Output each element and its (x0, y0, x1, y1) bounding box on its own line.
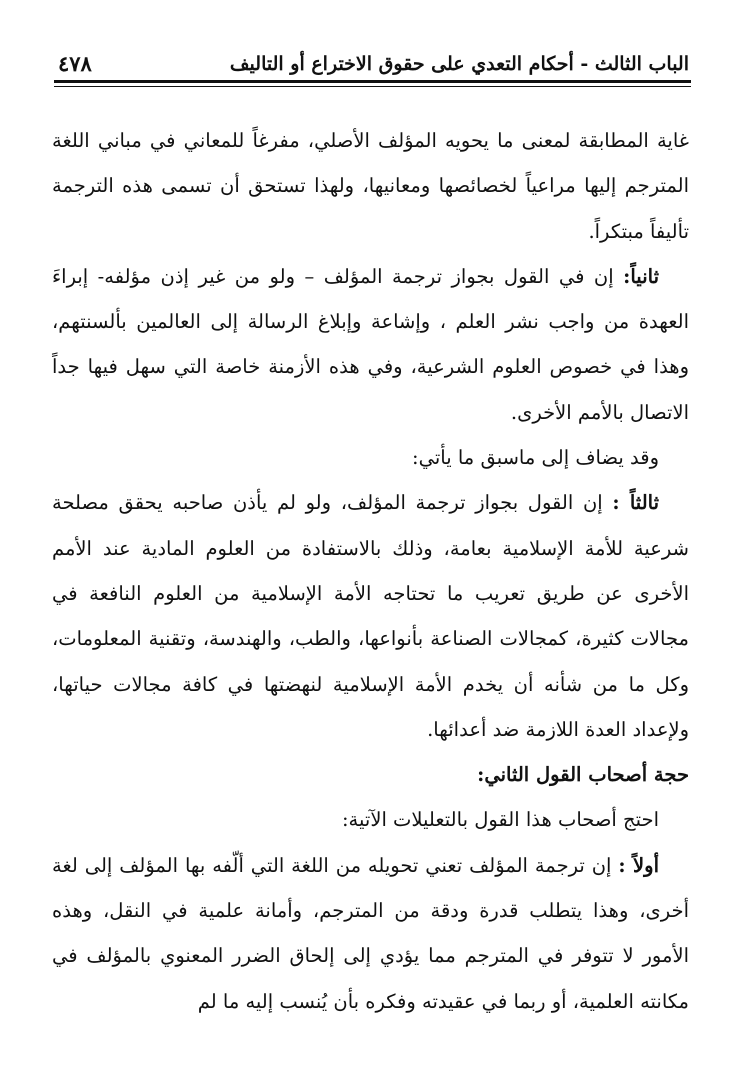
section-heading: حجة أصحاب القول الثاني: (477, 763, 689, 787)
paragraph-6-text: إن ترجمة المؤلف تعني تحويله من اللغة التي ألّفه بها المؤلف إلى لغة أخرى، وهذا يتطلب قدرة ودقة من المترجم، وأمانة علمية في النقل، وهذه الأمور لا تتوفر في المترجم مما يؤدي إلى إلحاق الضرر المعنوي بالمؤلف في مكانته العلمية، أو ربما في عقيدته وفكره بأن يُنسب إليه ما لم (52, 853, 689, 1013)
paragraph-3: وقد يضاف إلى ماسبق ما يأتي: (412, 446, 659, 470)
page-number: ٤٧٨ (58, 51, 92, 76)
paragraph-4-text: إن القول بجواز ترجمة المؤلف، ولو لم يأذن صاحبه يحقق مصلحة شرعية للأمة الإسلامية بعامة، وذلك بالاستفادة من العلوم المادية عند الأمم الأخرى عن طريق تعريب ما تحتاجه الأمة الإسلامية من العلوم النافعة في مجالات كثيرة، كمجالات الصناعة بأنواعها، والطب، والهندسة، وتقنية المعلومات، وكل ما من شأنه أن يخدم الأمة الإسلامية لنهضتها في كافة مجالات حياتها، ولإعداد العدة اللازمة ضد أعدائها. (52, 491, 689, 741)
paragraph-2-text: إن في القول بجواز ترجمة المؤلف – ولو من غير إذن مؤلفه- إبراءَ العهدة من واجب نشر العلم ، وإشاعة وإبلاغ الرسالة إلى العالمين بألسنتهم، وهذا في خصوص العلوم الشرعية، وفي هذه الأزمنة خاصة التي سهل فيها جداً الاتصال بالأمم الأخرى. (52, 264, 689, 424)
paragraph-4-lead: ثالثاً : (612, 491, 660, 515)
paragraph-2-lead: ثانياً: (623, 264, 659, 288)
paragraph-1: غاية المطابقة لمعنى ما يحويه المؤلف الأصلي، مفرغاً للمعاني في مباني اللغة المترجم إليها مراعياً لخصائصها ومعانيها، ولهذا تستحق أن تسمى هذه الترجمة تأليفاً مبتكراً. (52, 129, 689, 243)
paragraph-2 (52, 254, 689, 435)
chapter-title: الباب الثالث - أحكام التعدي على حقوق الاختراع أو التاليف (229, 53, 689, 76)
page-body (52, 118, 689, 1024)
header-rule-thick (54, 80, 691, 83)
running-header (58, 36, 689, 76)
header-rule-thin (54, 86, 691, 87)
paragraph-5: احتج أصحاب هذا القول بالتعليلات الآتية: (341, 808, 659, 832)
paragraph-4 (52, 480, 689, 752)
paragraph-6 (52, 843, 689, 1024)
paragraph-6-lead: أولاً : (618, 853, 660, 877)
